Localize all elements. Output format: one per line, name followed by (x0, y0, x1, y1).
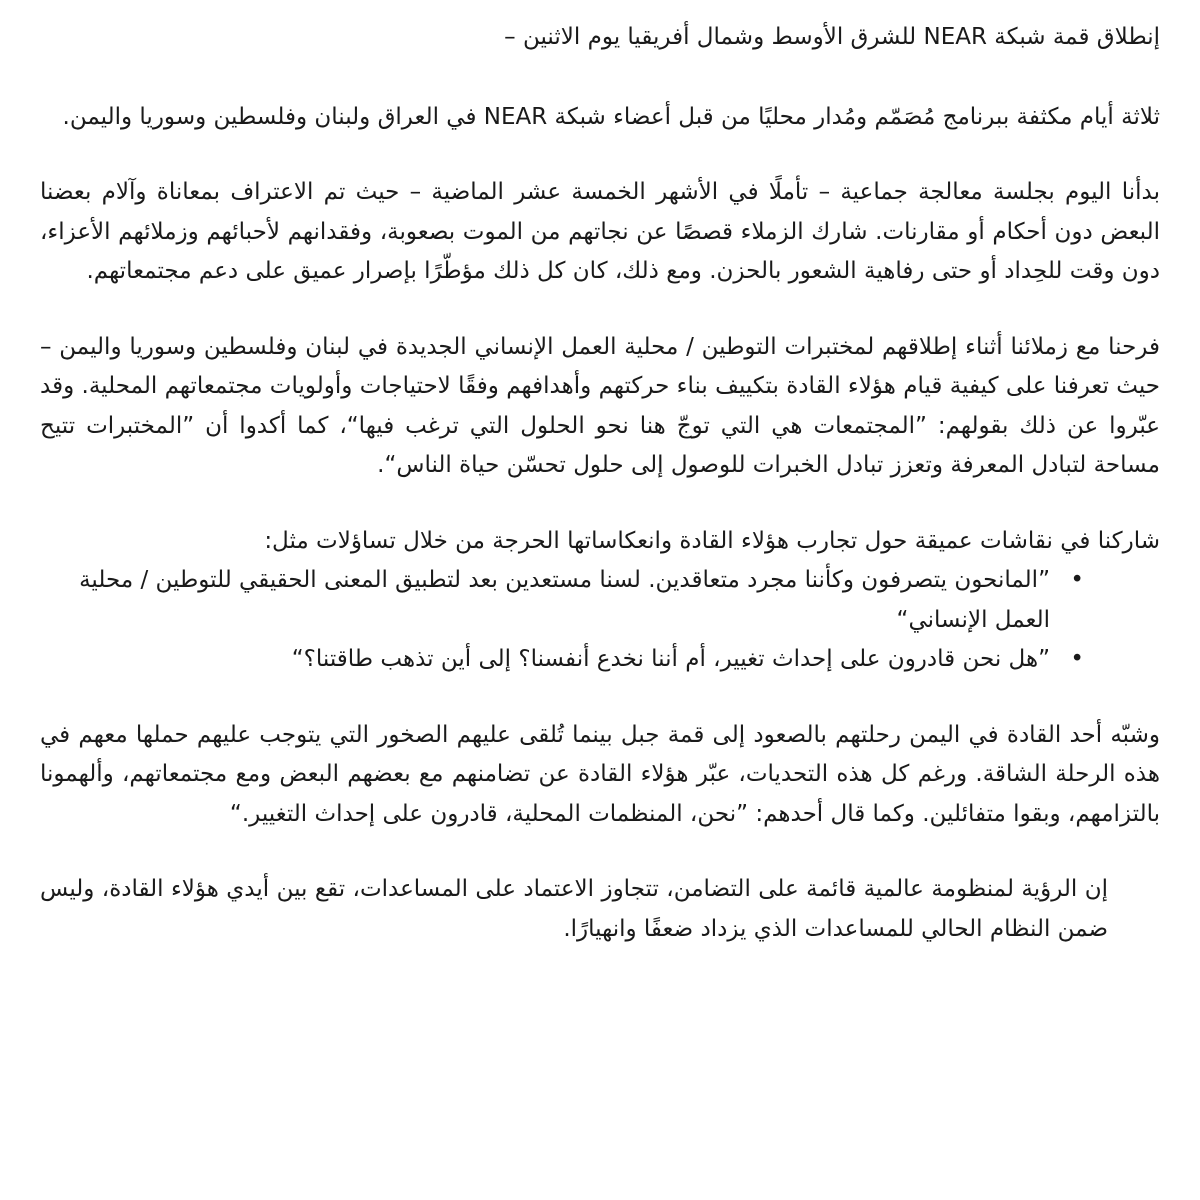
document-title: إنطلاق قمة شبكة NEAR للشرق الأوسط وشمال أفريقيا يوم الاثنين – (504, 24, 1160, 50)
paragraph-intro: ثلاثة أيام مكثفة ببرنامج مُصَمّم ومُدار محليًا من قبل أعضاء شبكة NEAR في العراق ولبنان وفلسطين وسوريا واليمن. (62, 103, 1160, 130)
document-body (40, 18, 1160, 949)
paragraph-discussion-intro: شاركنا في نقاشات عميقة حول تجارب هؤلاء القادة وانعكاساتها الحرجة من خلال تساؤلات مثل: (264, 527, 1160, 554)
bullet-text: ”هل نحن قادرون على إحداث تغيير، أم أننا نخدع أنفسنا؟ إلى أين تذهب طاقتنا؟“ (291, 646, 1050, 672)
bullet-list (40, 561, 1160, 680)
list-item (40, 640, 1160, 680)
paragraph-localization-labs: فرحنا مع زملائنا أثناء إطلاقهم لمختبرات التوطين / محلية العمل الإنساني الجديدة في لبنان وفلسطين وسوريا واليمن – حيث تعرفنا على كيفية قيام هؤلاء القادة بتكييف بناء حركتهم وأهدافهم وفقًا لاحتياجات وأولويات مجتمعاتهم المحلية. وقد عبّروا عن ذلك بقولهم: ”المجتمعات هي التي توجّ هنا نحو الحلول التي ترغب فيها“، كما أكدوا أن ”المختبرات تتيح مساحة لتبادل المعرفة وتعزز تبادل الخبرات للوصول إلى حلول تحسّن حياة الناس“. (40, 333, 1160, 478)
paragraph-group-healing: بدأنا اليوم بجلسة معالجة جماعية – تأملًا في الأشهر الخمسة عشر الماضية – حيث تم الاعتراف بمعاناة وآلام بعضنا البعض دون أحكام أو مقارنات. شارك الزملاء قصصًا عن نجاتهم من الموت بصعوبة، وفقدانهم لأحبائهم وزملائهم الأعزاء، دون وقت للحِداد أو حتى رفاهية الشعور بالحزن. ومع ذلك، كان كل ذلك مؤطّرًا بإصرار عميق على دعم مجتمعاتهم. (40, 179, 1160, 284)
bullet-text: ”المانحون يتصرفون وكأننا مجرد متعاقدين. لسنا مستعدين بعد لتطبيق المعنى الحقيقي للتوطين / محلية العمل الإنساني“ (79, 567, 1050, 633)
paragraph-closing-vision: إن الرؤية لمنظومة عالمية قائمة على التضامن، تتجاوز الاعتماد على المساعدات، تقع بين أيدي هؤلاء القادة، وليس ضمن النظام الحالي للمساعدات الذي يزداد ضعفًا وانهيارًا. (40, 876, 1108, 942)
bullet-icon: • (1070, 646, 1084, 672)
bullet-icon: • (1070, 567, 1084, 593)
paragraph-mountain-analogy: وشبّه أحد القادة في اليمن رحلتهم بالصعود إلى قمة جبل بينما تُلقى عليهم الصخور التي يتوجب عليهم حملها معهم في هذه الرحلة الشاقة. ورغم كل هذه التحديات، عبّر هؤلاء القادة عن تضامنهم مع بعضهم البعض ومع مجتمعاتهم، وألهمونا بالتزامهم، وبقوا متفائلين. وكما قال أحدهم: ”نحن، المنظمات المحلية، قادرون على إحداث التغيير.“ (40, 721, 1160, 827)
list-item (40, 561, 1160, 640)
